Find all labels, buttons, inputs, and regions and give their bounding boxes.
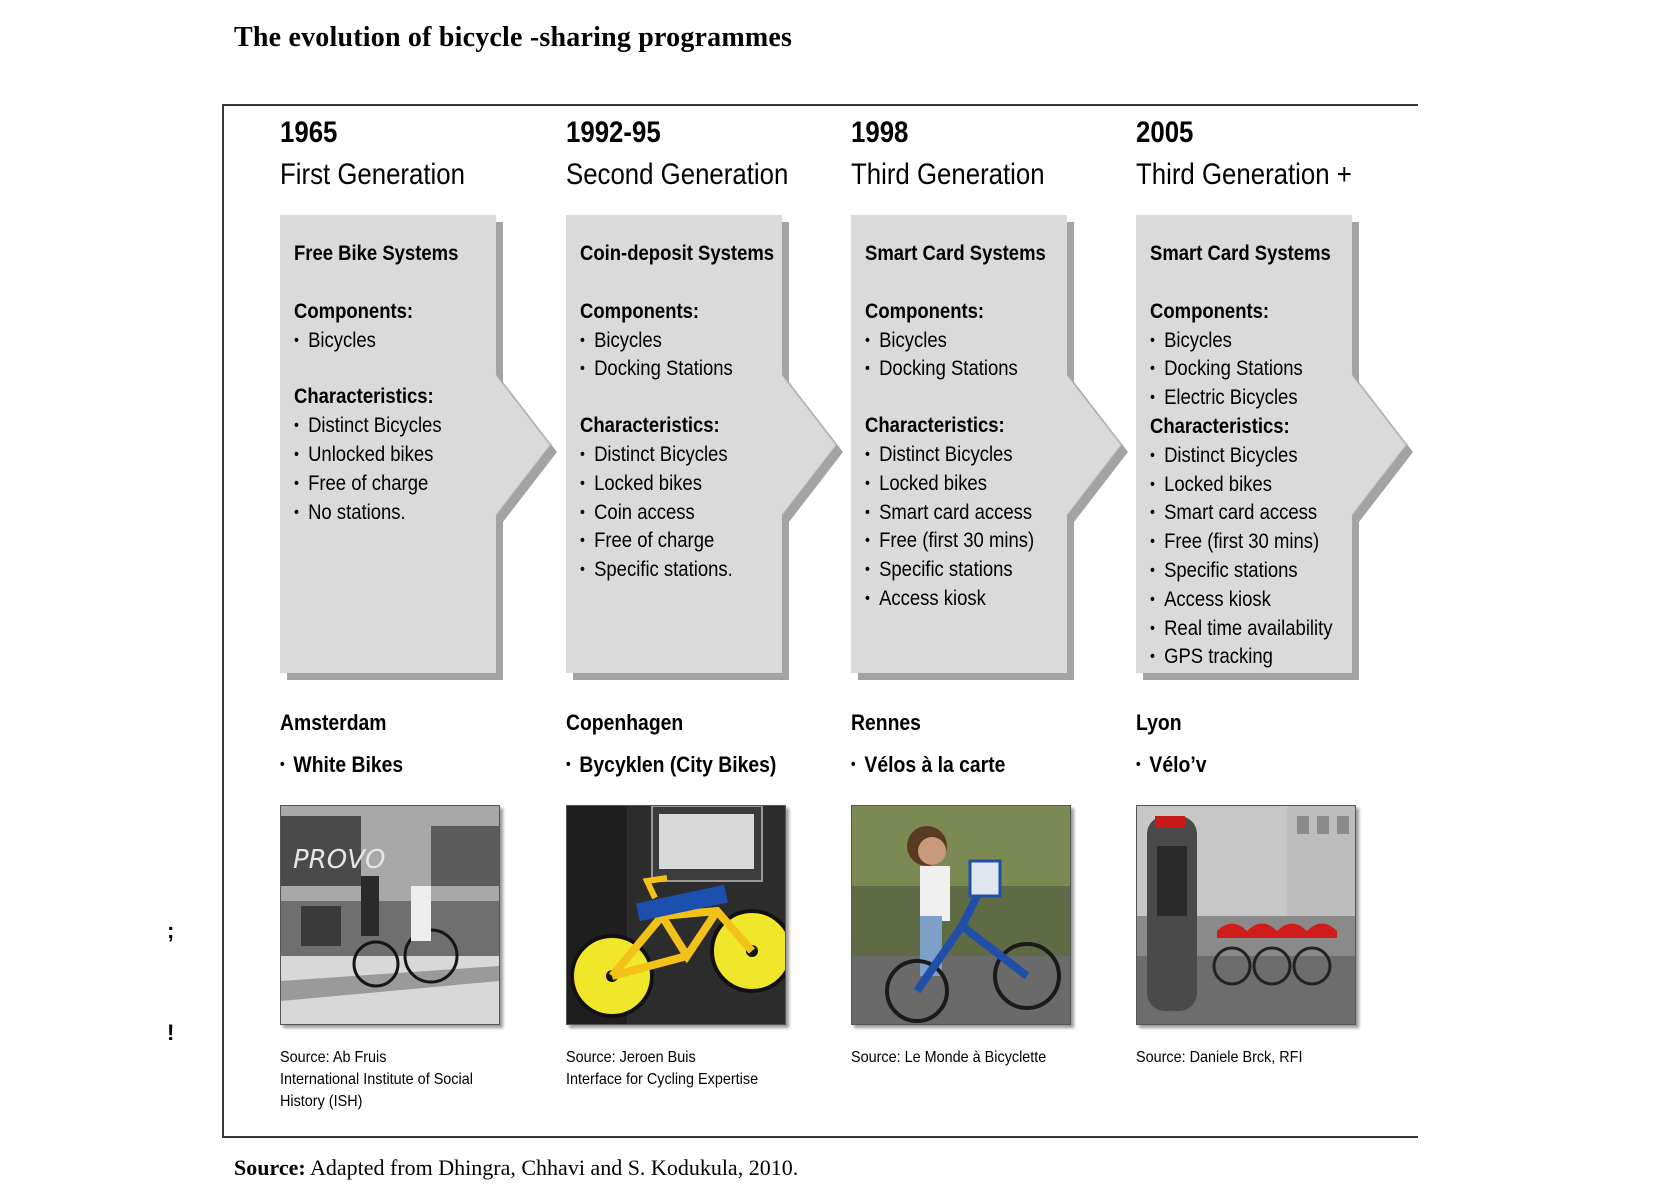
components-list (294, 327, 496, 356)
spacer (865, 384, 1067, 412)
characteristics-list (580, 441, 782, 585)
city-name: Amsterdam (280, 710, 387, 735)
components-list (580, 327, 782, 385)
bullet-icon: • (566, 756, 571, 773)
spacer (580, 384, 782, 412)
characteristic-item: • Locked bikes (580, 470, 782, 499)
characteristic-item: • Free (first 30 mins) (1150, 528, 1352, 557)
figure-source (234, 1155, 798, 1181)
generation-name: Second Generation (566, 158, 789, 191)
characteristic-item: • Distinct Bicycles (580, 441, 782, 470)
generation-year: 1992-95 (566, 116, 661, 149)
photo-source-line: Interface for Cycling Expertise (566, 1071, 759, 1088)
characteristics-heading: Characteristics: (1150, 414, 1290, 438)
component-item: • Bicycles (580, 327, 782, 356)
characteristic-item: • Unlocked bikes (294, 441, 496, 470)
characteristic-item: • Distinct Bicycles (865, 441, 1067, 470)
photo-art (1137, 806, 1355, 1024)
component-item: • Bicycles (1150, 327, 1352, 356)
scheme-label: Bycyklen (City Bikes) (579, 752, 777, 777)
system-type: Smart Card Systems (865, 242, 1046, 265)
characteristic-item: • Access kiosk (865, 585, 1067, 614)
photo-source (566, 1047, 800, 1091)
characteristic-item: • Real time availability (1150, 615, 1352, 644)
generation-box (294, 240, 496, 527)
characteristic-item: • No stations. (294, 499, 496, 528)
photo-source-line: Source: Jeroen Buis (566, 1049, 696, 1066)
characteristic-item: • Specific stations (1150, 557, 1352, 586)
footer-text: Adapted from Dhingra, Chhavi and S. Kodukula, 2010. (305, 1155, 799, 1180)
characteristics-list (865, 441, 1067, 614)
generation-year: 1998 (851, 116, 909, 149)
components-list (865, 327, 1067, 385)
photo-source (1136, 1047, 1370, 1069)
generation-name: Third Generation (851, 158, 1045, 191)
component-item: • Docking Stations (580, 355, 782, 384)
components-heading: Components: (1150, 299, 1270, 323)
characteristics-heading: Characteristics: (580, 414, 720, 438)
scheme-name (1136, 752, 1206, 778)
document-title: The evolution of bicycle -sharing programmes (234, 22, 793, 53)
system-type: Smart Card Systems (1150, 242, 1331, 265)
photo-source (851, 1047, 1085, 1069)
svg-text:PROVO: PROVO (293, 845, 386, 875)
photo-art (281, 806, 499, 1024)
photo-source-line: Source: Le Monde à Bicyclette (851, 1049, 1047, 1066)
characteristic-item: • Distinct Bicycles (1150, 442, 1352, 471)
component-item: • Bicycles (294, 327, 496, 356)
component-item: • Bicycles (865, 327, 1067, 356)
photo-source-line: International Institute of Social (280, 1071, 473, 1088)
characteristics-list (1150, 442, 1352, 672)
bullet-icon: • (1136, 756, 1141, 773)
generation-box (865, 240, 1067, 614)
generation-year: 1965 (280, 116, 338, 149)
footer-label: Source: (234, 1155, 306, 1180)
characteristics-heading: Characteristics: (865, 414, 1005, 438)
characteristic-item: • Locked bikes (865, 470, 1067, 499)
characteristic-item: • Locked bikes (1150, 471, 1352, 500)
component-item: • Electric Bicycles (1150, 384, 1352, 413)
generation-year: 2005 (1136, 116, 1194, 149)
spacer (294, 355, 496, 383)
components-list (1150, 327, 1352, 413)
component-item: • Docking Stations (1150, 355, 1352, 384)
photo-source-line: History (ISH) (280, 1093, 363, 1110)
photo-source-line: Source: Daniele Brck, RFI (1136, 1049, 1303, 1066)
component-item: • Docking Stations (865, 355, 1067, 384)
scheme-label: Vélo’v (1149, 752, 1207, 777)
characteristic-item: • Free (first 30 mins) (865, 527, 1067, 556)
bullet-icon: • (280, 756, 285, 773)
stray-mark: ; (167, 918, 175, 943)
components-heading: Components: (294, 299, 414, 323)
photo-source-line: Source: Ab Fruis (280, 1049, 387, 1066)
stray-mark: ! (167, 1020, 175, 1045)
bullet-icon: • (851, 756, 856, 773)
components-heading: Components: (580, 299, 700, 323)
characteristic-item: • Access kiosk (1150, 586, 1352, 615)
photo-source (280, 1047, 514, 1113)
generation-photo (566, 805, 786, 1025)
system-type: Free Bike Systems (294, 242, 459, 265)
characteristic-item: • Specific stations. (580, 556, 782, 585)
characteristic-item: • Distinct Bicycles (294, 412, 496, 441)
photo-art (567, 806, 785, 1024)
city-name: Lyon (1136, 710, 1182, 735)
generation-name: Third Generation + (1136, 158, 1352, 191)
scheme-name (566, 752, 776, 778)
components-heading: Components: (865, 299, 985, 323)
city-name: Rennes (851, 710, 921, 735)
system-type: Coin-deposit Systems (580, 242, 775, 265)
city-name: Copenhagen (566, 710, 684, 735)
generation-box (1150, 240, 1352, 672)
generation-photo (280, 805, 500, 1025)
scheme-name (851, 752, 1005, 778)
characteristics-list (294, 412, 496, 527)
characteristic-item: • Free of charge (580, 527, 782, 556)
generation-photo (851, 805, 1071, 1025)
generation-name: First Generation (280, 158, 465, 191)
characteristics-heading: Characteristics: (294, 385, 434, 409)
characteristic-item: • GPS tracking (1150, 643, 1352, 672)
scheme-name (280, 752, 403, 778)
characteristic-item: • Specific stations (865, 556, 1067, 585)
characteristic-item: • Coin access (580, 499, 782, 528)
photo-art (852, 806, 1070, 1024)
generation-photo (1136, 805, 1356, 1025)
characteristic-item: • Smart card access (865, 499, 1067, 528)
characteristic-item: • Free of charge (294, 470, 496, 499)
generation-box (580, 240, 782, 585)
characteristic-item: • Smart card access (1150, 499, 1352, 528)
scheme-label: Vélos à la carte (864, 752, 1006, 777)
scheme-label: White Bikes (293, 752, 404, 777)
